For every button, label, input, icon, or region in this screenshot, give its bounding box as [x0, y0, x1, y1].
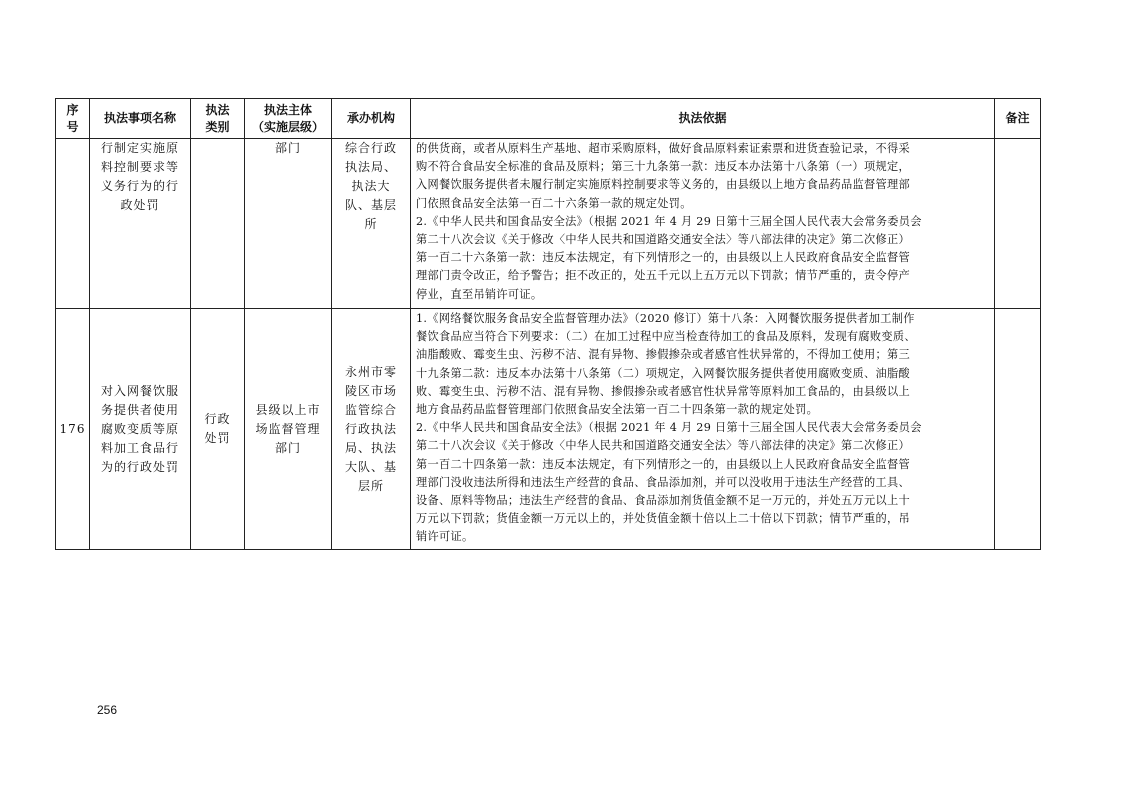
basis-line: 门依照食品安全法第一百二十六条第一款的规定处罚。 — [416, 196, 692, 210]
basis-line: 2.《中华人民共和国食品安全法》（根据 2021 年 4 月 29 日第十三届全国人民代表大会常务委员会 — [416, 421, 922, 435]
row-org — [332, 139, 411, 309]
basis-line: 停业，直至吊销许可证。 — [416, 287, 543, 301]
row-item-text: 行制定实施原料控制要求等义务行为的行政处罚 — [100, 141, 179, 212]
row-subject — [245, 139, 332, 309]
header-subject — [245, 99, 332, 139]
basis-line: 十九条第二款：违反本办法第十八条第（二）项规定，入网餐饮服务提供者使用腐败变质、油脂酸 — [416, 366, 910, 380]
header-seq — [56, 99, 90, 139]
row-note — [995, 139, 1041, 309]
header-type — [191, 99, 245, 139]
row-subject-text: 部门 — [274, 141, 301, 155]
row-subject — [245, 309, 332, 550]
enforcement-table — [55, 98, 1041, 550]
row-item — [90, 309, 191, 550]
header-subject-line1: 执法主体 — [263, 102, 312, 117]
table-row — [56, 309, 1041, 550]
row-basis — [411, 309, 995, 550]
header-type-line2: 类别 — [205, 119, 230, 134]
row-type — [191, 139, 245, 309]
basis-line: 第二十八次会议《关于修改〈中华人民共和国道路交通安全法〉等八部法律的决定》第二次修正） — [416, 439, 910, 453]
row-org-text: 永州市零陵区市场监管综合行政执法局、执法大队、基层所 — [344, 364, 397, 493]
basis-line: 油脂酸败、霉变生虫、污秽不洁、混有异物、掺假掺杂或者感官性状异常的，不得加工使用；第三 — [416, 348, 910, 362]
basis-line: 2.《中华人民共和国食品安全法》（根据 2021 年 4 月 29 日第十三届全国人民代表大会常务委员会 — [416, 214, 922, 228]
basis-line: 第一百二十六条第一款：违反本法规定，有下列情形之一的，由县级以上人民政府食品安全监督管 — [416, 251, 910, 265]
row-type — [191, 309, 245, 550]
table-header-row — [56, 99, 1041, 139]
header-note: 备注 — [995, 99, 1041, 139]
basis-line: 地方食品药品监督管理部门依照食品安全法第一百二十四条第一款的规定处罚。 — [416, 403, 819, 417]
table-row — [56, 139, 1041, 309]
row-org — [332, 309, 411, 550]
row-item-text: 对入网餐饮服务提供者使用腐败变质等原料加工食品行为的行政处罚 — [100, 383, 179, 474]
basis-line: 第二十八次会议《关于修改〈中华人民共和国道路交通安全法〉等八部法律的决定》第二次修正） — [416, 233, 910, 247]
header-org: 承办机构 — [332, 99, 411, 139]
basis-line: 万元以下罚款；货值金额一万元以上的，并处货值金额十倍以上二十倍以下罚款；情节严重的，吊 — [416, 512, 910, 526]
basis-line: 的供货商，或者从原料生产基地、超市采购原料，做好食品原料索证索票和进货查验记录，不得采 — [416, 142, 910, 155]
header-type-line1: 执法 — [205, 102, 230, 117]
basis-line: 理部门没收违法所得和违法生产经营的食品、食品添加剂，并可以没收用于违法生产经营的工具、 — [416, 475, 910, 489]
basis-line: 购不符合食品安全标准的食品及原料；第三十九条第一款：违反本办法第十八条第（一）项规定， — [416, 160, 910, 174]
row-type-text: 行政处罚 — [204, 412, 231, 445]
header-subject-line2: （实施层级） — [251, 119, 324, 134]
row-basis — [411, 139, 995, 309]
basis-line: 败、霉变生虫、污秽不洁、混有异物、掺假掺杂或者感官性状异常等原料加工食品的，由县级以上 — [416, 384, 910, 398]
page-number: 256 — [97, 703, 118, 717]
row-seq — [56, 139, 90, 309]
header-item: 执法事项名称 — [90, 99, 191, 139]
row-seq: 176 — [56, 309, 90, 550]
basis-line: 1.《网络餐饮服务食品安全监督管理办法》（2020 修订）第十八条：入网餐饮服务提供者加工制作 — [416, 312, 915, 325]
basis-line: 入网餐饮服务提供者未履行制定实施原料控制要求等义务的，由县级以上地方食品药品监督管理部 — [416, 178, 910, 192]
header-basis: 执法依据 — [411, 99, 995, 139]
row-org-text: 综合行政执法局、执法大队、基层所 — [344, 141, 397, 231]
row-subject-text: 县级以上市场监督管理部门 — [255, 402, 321, 455]
basis-line: 餐饮食品应当符合下列要求：（二）在加工过程中应当检查待加工的食品及原料，发现有腐败变质、 — [416, 330, 916, 344]
header-seq-line1: 序 — [66, 102, 79, 117]
basis-line: 销许可证。 — [416, 530, 474, 544]
basis-line: 第一百二十四条第一款：违反本法规定，有下列情形之一的，由县级以上人民政府食品安全监督管 — [416, 457, 910, 471]
header-seq-line2: 号 — [66, 119, 79, 134]
basis-line: 理部门责令改正，给予警告；拒不改正的，处五千元以上五万元以下罚款；情节严重的，责令停产 — [416, 269, 910, 283]
row-note — [995, 309, 1041, 550]
row-item — [90, 139, 191, 309]
basis-line: 设备、原料等物品；违法生产经营的食品、食品添加剂货值金额不足一万元的，并处五万元以上十 — [416, 494, 910, 508]
